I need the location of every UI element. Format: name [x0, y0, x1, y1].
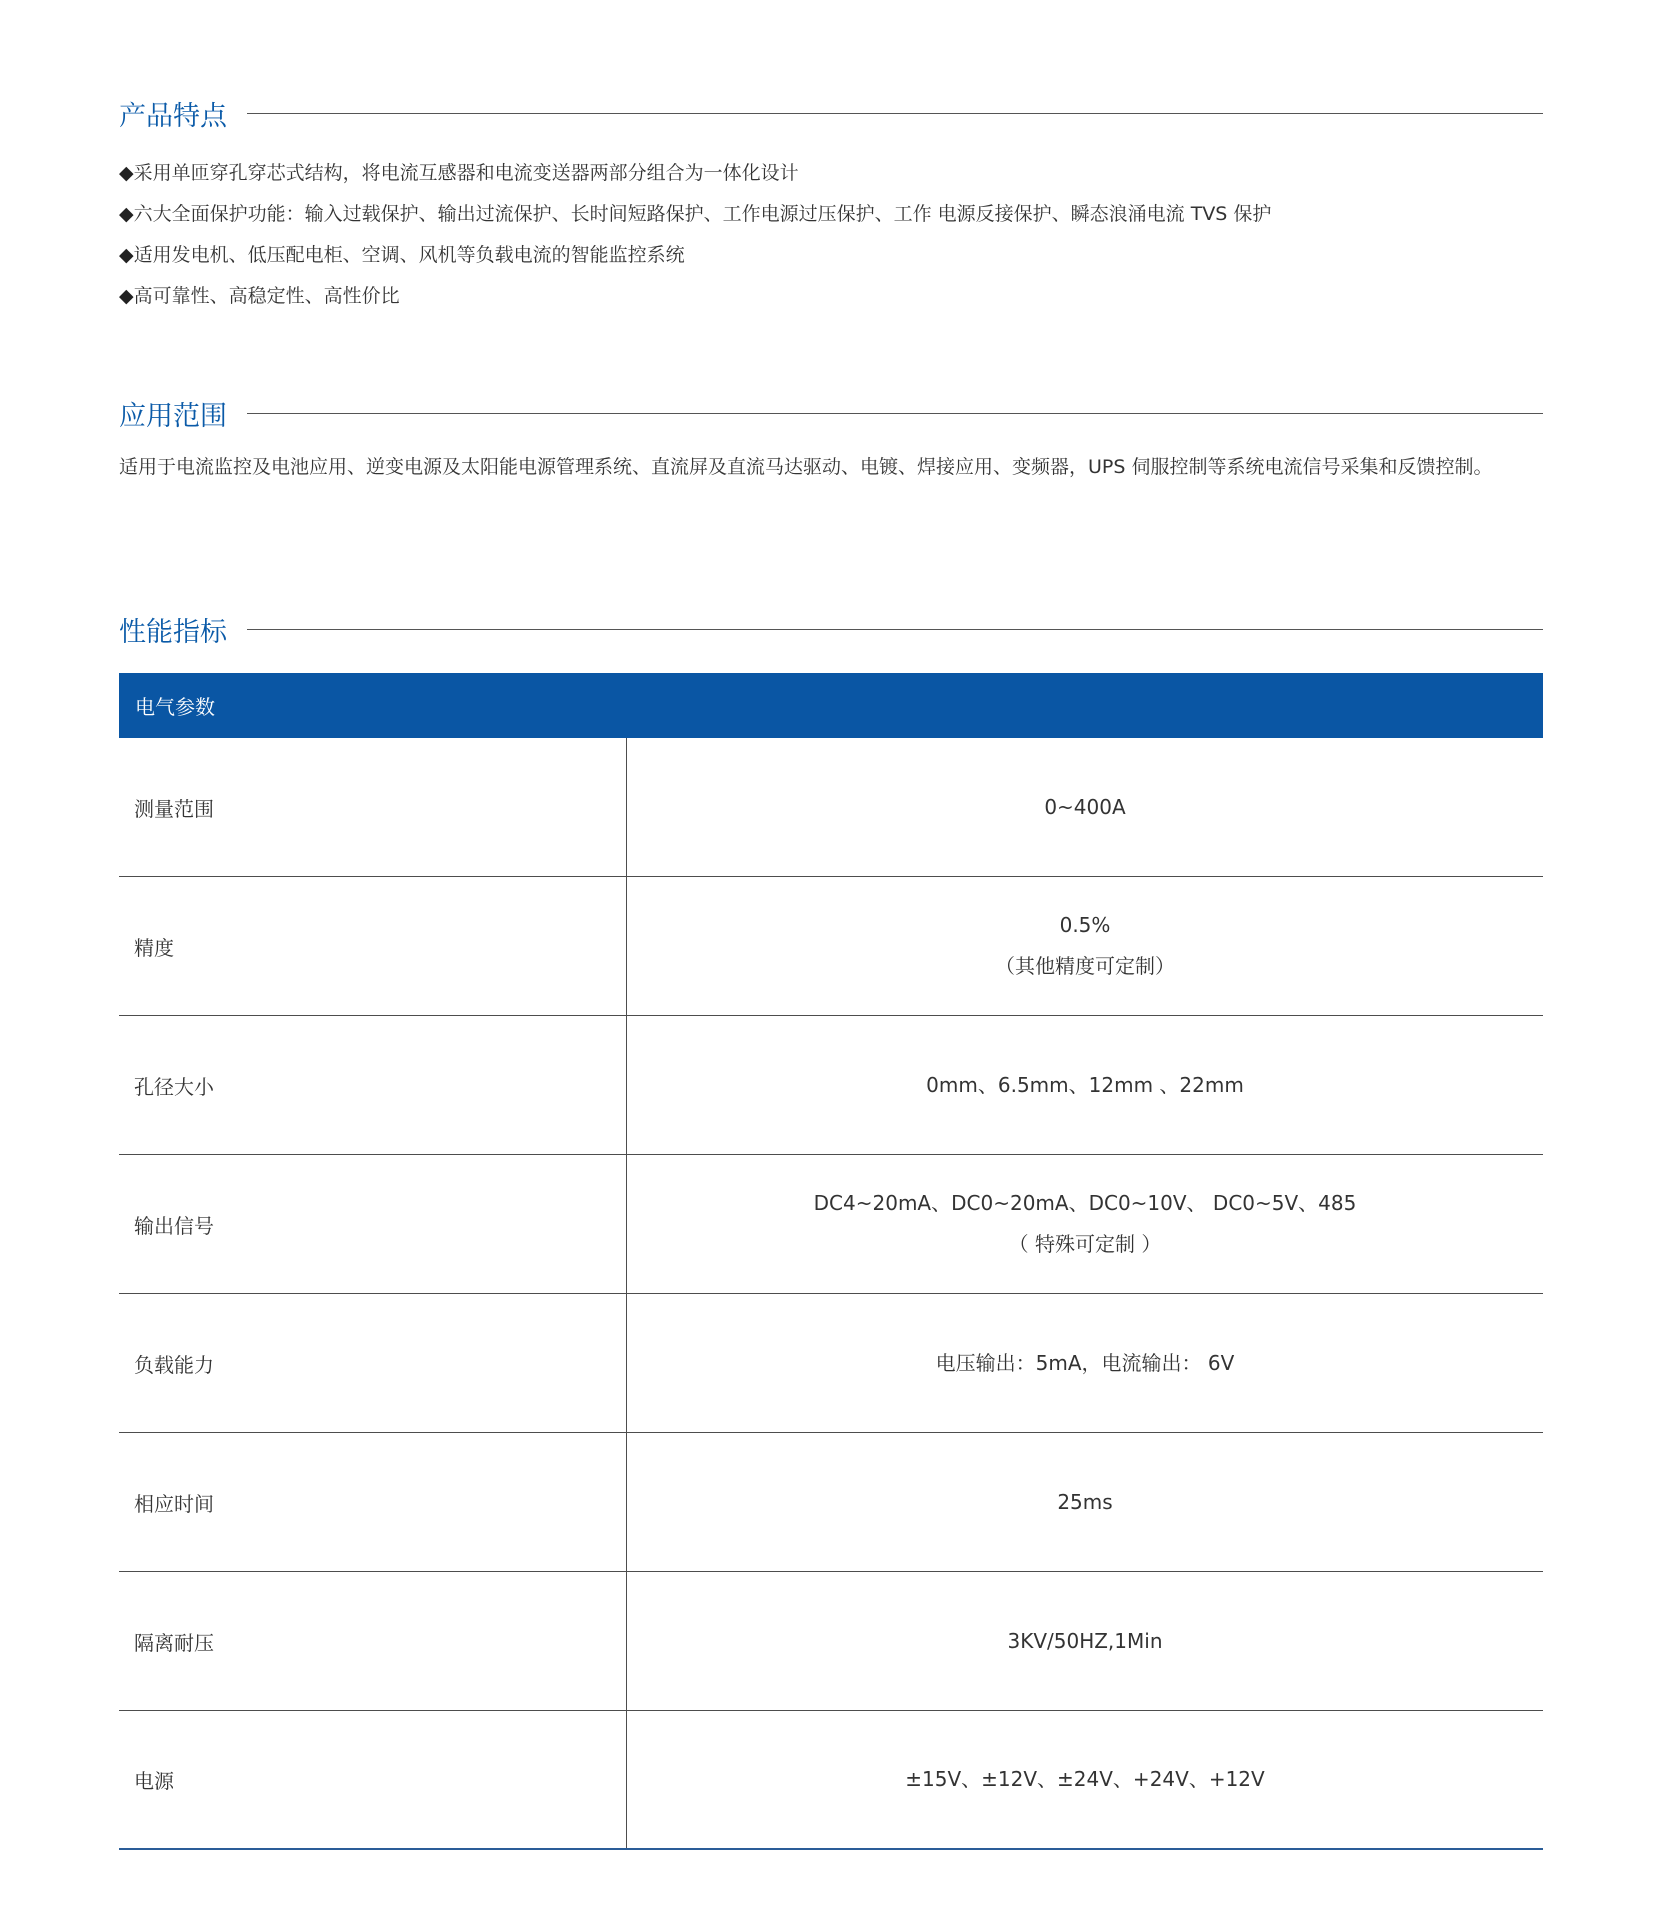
param-label: 隔离耐压	[119, 1572, 627, 1710]
table-row	[119, 1155, 1543, 1294]
feature-item: ◆高可靠性、高稳定性、高性价比	[119, 285, 400, 307]
param-value: 0~400A	[1044, 794, 1126, 819]
table-row	[119, 1294, 1543, 1433]
param-value: 0.5%	[1059, 913, 1111, 937]
features-section-header	[119, 93, 1543, 133]
param-value-cell	[627, 1433, 1543, 1571]
scope-title: 应用范围	[119, 400, 227, 432]
features-title: 产品特点	[119, 100, 227, 132]
section-divider	[247, 413, 1543, 414]
table-row	[119, 1711, 1543, 1850]
features-list	[119, 153, 1559, 317]
param-value: DC4~20mA、DC0~20mA、DC0~10V、 DC0~5V、485	[813, 1191, 1357, 1215]
param-value: 25ms	[1057, 1489, 1113, 1514]
param-label: 输出信号	[119, 1155, 627, 1293]
table-row	[119, 1433, 1543, 1572]
feature-item: ◆适用发电机、低压配电柜、空调、风机等负载电流的智能监控系统	[119, 244, 685, 266]
param-value-cell	[627, 738, 1543, 876]
param-value-cell	[627, 877, 1543, 1015]
param-value: ±15V、±12V、±24V、+24V、+12V	[905, 1767, 1265, 1791]
table-header: 电气参数	[119, 673, 1543, 738]
table-row	[119, 738, 1543, 877]
param-label: 负载能力	[119, 1294, 627, 1432]
scope-description: 适用于电流监控及电池应用、逆变电源及太阳能电源管理系统、直流屏及直流马达驱动、电镀、焊接应用、变频器，UPS 伺服控制等系统电流信号采集和反馈控制。	[119, 456, 1493, 478]
param-label: 测量范围	[119, 738, 627, 876]
param-label: 孔径大小	[119, 1016, 627, 1154]
table-row	[119, 877, 1543, 1016]
param-value-cell	[627, 1572, 1543, 1710]
param-label: 精度	[119, 877, 627, 1015]
diamond-bullet-icon: ◆	[119, 285, 134, 307]
feature-item: ◆六大全面保护功能：输入过载保护、输出过流保护、长时间短路保护、工作电源过压保护、工作 电源反接保护、瞬态浪涌电流 TVS 保护	[119, 203, 1272, 225]
param-note: （其他精度可定制）	[995, 954, 1175, 978]
diamond-bullet-icon: ◆	[119, 244, 134, 266]
param-note: （ 特殊可定制 ）	[1008, 1232, 1162, 1256]
param-value: 电压输出：5mA，电流输出： 6V	[935, 1350, 1235, 1375]
param-value: 3KV/50HZ,1Min	[1007, 1628, 1163, 1653]
param-label: 电源	[119, 1711, 627, 1848]
param-label: 相应时间	[119, 1433, 627, 1571]
table-row	[119, 1016, 1543, 1155]
scope-section-header	[119, 393, 1543, 433]
feature-item: ◆采用单匝穿孔穿芯式结构，将电流互感器和电流变送器两部分组合为一体化设计	[119, 162, 799, 184]
performance-section-header	[119, 609, 1543, 649]
param-value-cell	[627, 1294, 1543, 1432]
section-divider	[247, 629, 1543, 630]
performance-title: 性能指标	[119, 616, 227, 648]
table-row	[119, 1572, 1543, 1711]
param-value: 0mm、6.5mm、12mm 、22mm	[926, 1072, 1244, 1097]
diamond-bullet-icon: ◆	[119, 162, 134, 184]
spec-table	[119, 673, 1543, 1850]
param-value-cell	[627, 1711, 1543, 1848]
diamond-bullet-icon: ◆	[119, 203, 134, 225]
param-value-cell	[627, 1155, 1543, 1293]
section-divider	[247, 113, 1543, 114]
param-value-cell	[627, 1016, 1543, 1154]
